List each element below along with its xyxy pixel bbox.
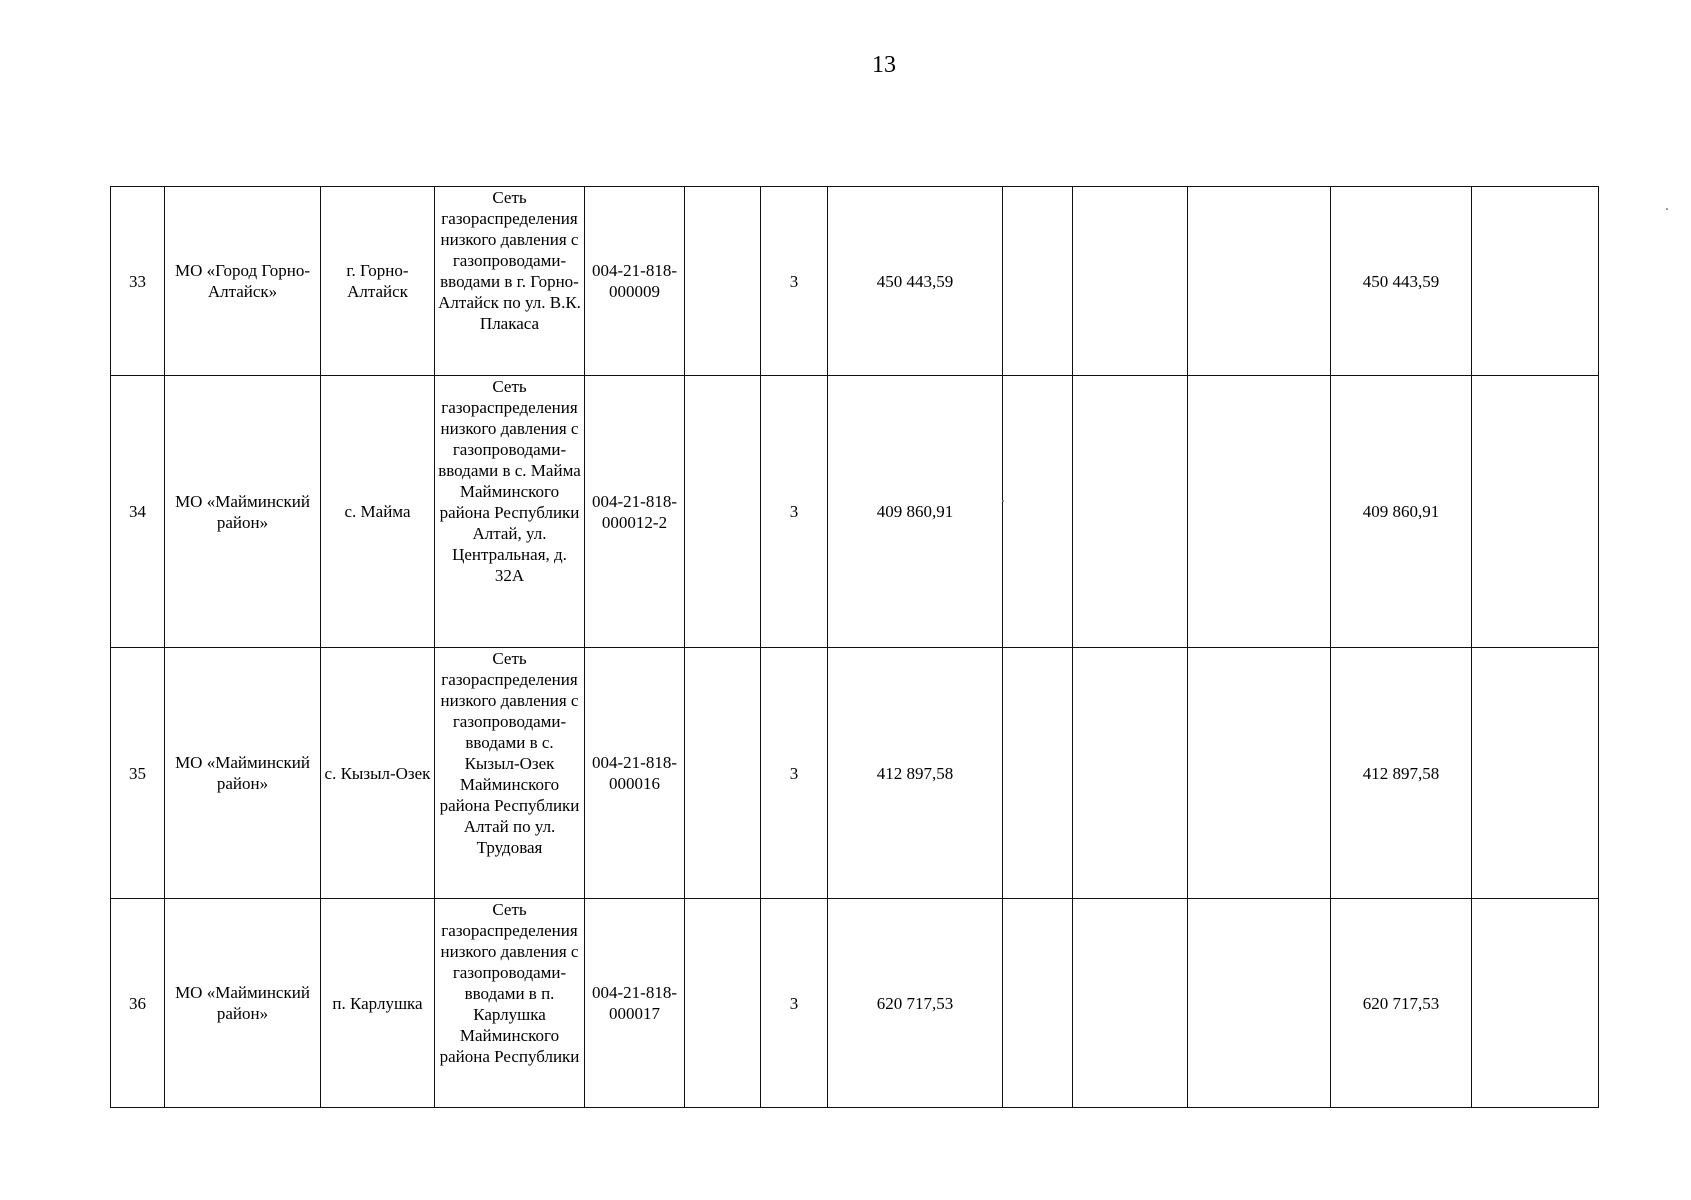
municipality-cell: МО «Город Горно-Алтайск» — [165, 187, 321, 376]
category-cell: 3 — [761, 376, 828, 648]
amount-cell: 409 860,91 — [828, 376, 1003, 648]
municipality-cell: МО «Майминский район» — [165, 899, 321, 1108]
empty-cell — [1472, 187, 1599, 376]
empty-cell — [1188, 648, 1331, 899]
municipality-cell: МО «Майминский район» — [165, 648, 321, 899]
object-name-cell: Сеть газораспределения низкого давления с газопроводами-вводами в с. Кызыл-Озек Майминского района Республики Алтай по ул. Трудовая — [435, 648, 585, 899]
row-number: 35 — [111, 648, 165, 899]
settlement-cell: г. Горно-Алтайск — [321, 187, 435, 376]
empty-cell — [1073, 187, 1188, 376]
settlement-cell: с. Майма — [321, 376, 435, 648]
registry-code-cell: 004-21-818-000012-2 — [585, 376, 685, 648]
empty-cell — [1073, 899, 1188, 1108]
scan-speck — [1002, 500, 1004, 502]
amount-cell: 412 897,58 — [828, 648, 1003, 899]
row-number: 33 — [111, 187, 165, 376]
total-cell: 450 443,59 — [1331, 187, 1472, 376]
empty-cell — [1073, 376, 1188, 648]
table-row — [111, 187, 1599, 376]
empty-cell — [1003, 187, 1073, 376]
object-name-cell: Сеть газораспределения низкого давления с газопроводами-вводами в с. Майма Майминского района Республики Алтай, ул. Центральная, д. 32А — [435, 376, 585, 648]
empty-cell — [1472, 899, 1599, 1108]
empty-cell — [1472, 648, 1599, 899]
registry-code-cell: 004-21-818-000009 — [585, 187, 685, 376]
empty-cell — [685, 648, 761, 899]
empty-cell — [685, 899, 761, 1108]
gas-network-table — [110, 186, 1599, 1108]
settlement-cell: п. Карлушка — [321, 899, 435, 1108]
object-name-cell: Сеть газораспределения низкого давления с газопроводами-вводами в г. Горно-Алтайск по ул. В.К. Плакаса — [435, 187, 585, 376]
table-row — [111, 899, 1599, 1108]
total-cell: 409 860,91 — [1331, 376, 1472, 648]
table-row — [111, 648, 1599, 899]
empty-cell — [685, 187, 761, 376]
registry-code-cell: 004-21-818-000017 — [585, 899, 685, 1108]
scan-speck — [1666, 208, 1668, 210]
amount-cell: 450 443,59 — [828, 187, 1003, 376]
row-number: 34 — [111, 376, 165, 648]
row-number: 36 — [111, 899, 165, 1108]
category-cell: 3 — [761, 899, 828, 1108]
empty-cell — [1073, 648, 1188, 899]
object-name-cell: Сеть газораспределения низкого давления с газопроводами-вводами в п. Карлушка Майминского района Республики — [435, 899, 585, 1108]
empty-cell — [1188, 187, 1331, 376]
registry-code-cell: 004-21-818-000016 — [585, 648, 685, 899]
total-cell: 620 717,53 — [1331, 899, 1472, 1108]
empty-cell — [1003, 648, 1073, 899]
empty-cell — [1003, 899, 1073, 1108]
amount-cell: 620 717,53 — [828, 899, 1003, 1108]
category-cell: 3 — [761, 187, 828, 376]
total-cell: 412 897,58 — [1331, 648, 1472, 899]
settlement-cell: с. Кызыл-Озек — [321, 648, 435, 899]
empty-cell — [1472, 376, 1599, 648]
category-cell: 3 — [761, 648, 828, 899]
municipality-cell: МО «Майминский район» — [165, 376, 321, 648]
empty-cell — [1188, 376, 1331, 648]
table-row — [111, 376, 1599, 648]
page-number: 13 — [872, 52, 896, 78]
empty-cell — [685, 376, 761, 648]
empty-cell — [1188, 899, 1331, 1108]
empty-cell — [1003, 376, 1073, 648]
